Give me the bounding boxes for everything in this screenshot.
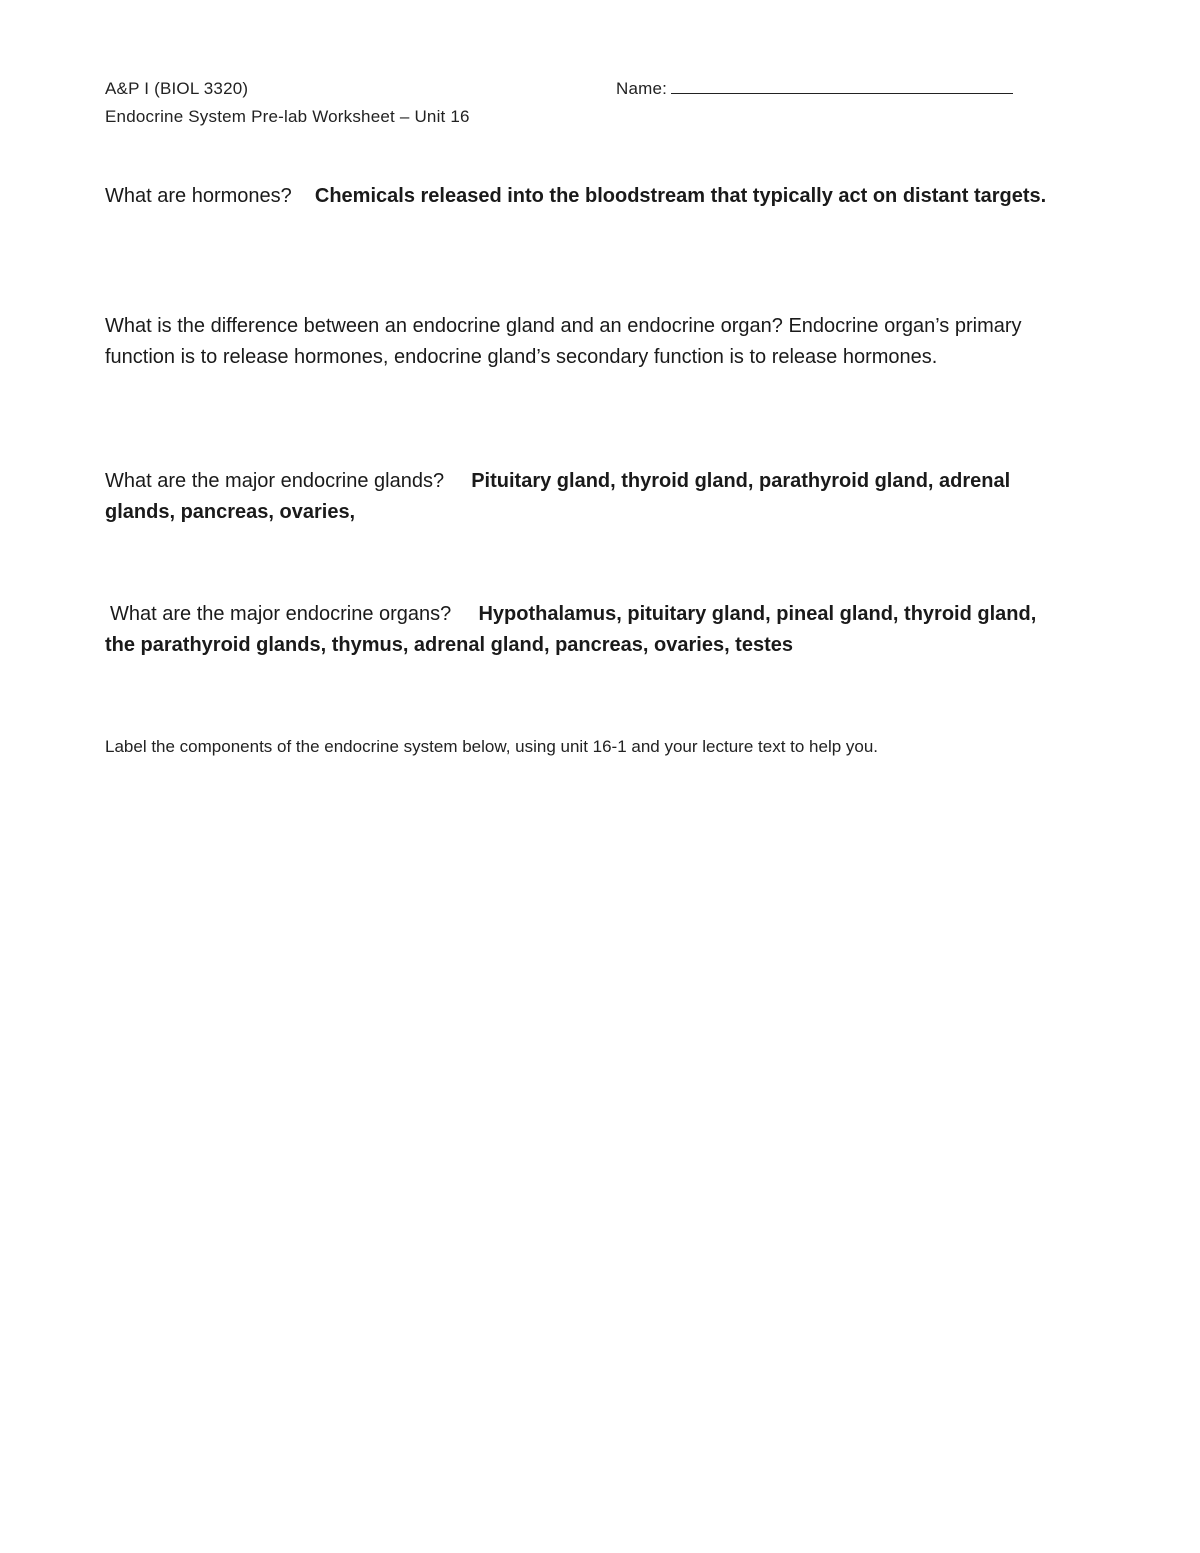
answer-text: Hypothalamus, pituitary gland, pineal gland, thyroid gland, the parathyroid glands, thymus, adrenal gland, pancreas, ovaries, testes bbox=[105, 603, 1037, 656]
question-block-gland-vs-organ bbox=[105, 311, 1055, 373]
name-blank-line[interactable] bbox=[671, 79, 1013, 94]
course-title: A&P I (BIOL 3320) bbox=[105, 79, 249, 98]
label-instruction: Label the components of the endocrine system below, using unit 16-1 and your lecture text to help you. bbox=[105, 737, 879, 756]
answer-text: Pituitary gland, thyroid gland, parathyroid gland, adrenal glands, pancreas, ovaries, bbox=[105, 470, 1011, 523]
question-text: What are the major endocrine glands? bbox=[105, 470, 445, 492]
name-field[interactable] bbox=[616, 79, 1013, 99]
question-block-major-glands bbox=[105, 466, 1055, 528]
question-text: What is the difference between an endocrine gland and an endocrine organ? bbox=[105, 315, 783, 337]
question-text: What are the major endocrine organs? bbox=[110, 603, 452, 625]
question-block-hormones bbox=[105, 181, 1055, 212]
answer-text: Endocrine organ’s primary function is to release hormones, endocrine gland’s secondary function is to release hormones. bbox=[105, 315, 1022, 368]
name-label: Name: bbox=[616, 79, 668, 98]
question-text: What are hormones? bbox=[105, 185, 292, 207]
worksheet-title: Endocrine System Pre-lab Worksheet – Unit 16 bbox=[105, 107, 470, 126]
question-block-major-organs bbox=[105, 599, 1055, 661]
answer-text: Chemicals released into the bloodstream that typically act on distant targets. bbox=[314, 185, 1047, 207]
